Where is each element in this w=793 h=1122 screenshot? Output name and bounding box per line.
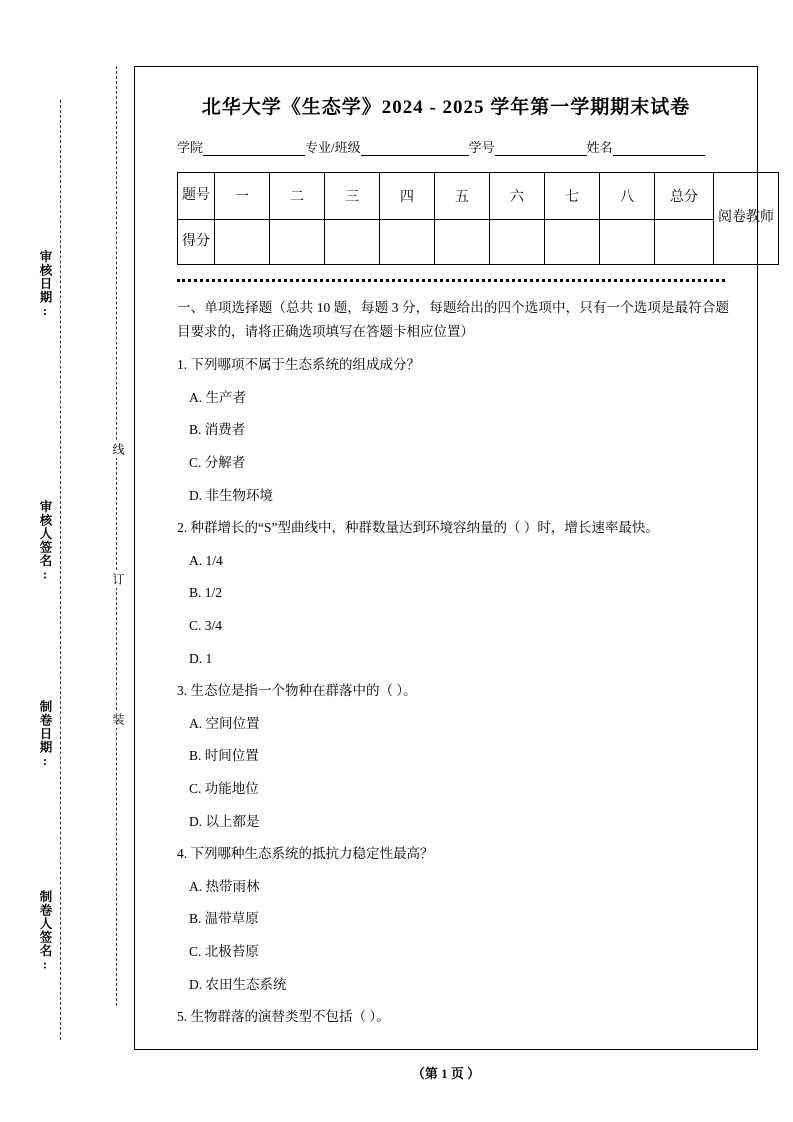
question-4-option-c[interactable]: C. 北极苔原 [189,943,259,959]
question-2-option-c[interactable]: C. 3/4 [189,618,223,633]
student-info-fields [155,137,737,156]
score-cell-total[interactable] [655,220,714,265]
question-2: 2. 种群增长的“S”型曲线中，种群数量达到环境容纳量的（ ）时，增长速率最快。 [177,520,659,536]
field-major-class-input[interactable] [361,141,469,156]
score-cell-6[interactable] [490,220,545,265]
sidebar-mark-assemble: 装 [110,710,127,728]
field-name [587,137,705,156]
question-4: 4. 下列哪种生态系统的抵抗力稳定性最高？ [177,846,434,862]
table-row [178,220,779,265]
field-major-class [305,137,469,156]
score-table-col-6: 六 [490,173,545,220]
sidebar-mark-bind: 订 [110,570,127,588]
question-1-option-d[interactable]: D. 非生物环境 [189,487,273,503]
left-margin-strip [0,0,134,1122]
question-2-option-a[interactable]: A. 1/4 [189,552,223,568]
question-3: 3. 生态位是指一个物种在群落中的（ ）。 [177,683,417,699]
section-heading-1: 一、单项选择题（总共 10 题，每题 3 分，每题给出的四个选项中，只有一个选项是最符合题目要求的，请将正确选项填写在答题卡相应位置） [177,300,729,339]
question-2-option-b[interactable]: B. 1/2 [189,585,223,601]
exam-content [155,66,774,1030]
sidebar-label-make-date: 制卷日期: [38,700,52,769]
question-4-option-d[interactable]: D. 农田生态系统 [189,976,287,992]
field-name-input[interactable] [613,141,705,156]
field-college [177,137,305,156]
score-cell-2[interactable] [270,220,325,265]
field-student-id-input[interactable] [495,141,587,156]
sidebar-label-review-date: 审核日期: [38,250,52,319]
question-4-option-a[interactable]: A. 热带雨林 [189,878,260,894]
question-3-option-c[interactable]: C. 功能地位 [189,780,259,796]
score-table-col-4: 四 [380,173,435,220]
question-4-option-b[interactable]: B. 温带草原 [189,911,259,927]
question-1-option-a[interactable]: A. 生产者 [189,389,246,405]
question-1-option-b[interactable]: B. 消费者 [189,422,246,438]
sidebar-label-maker-signature: 制卷人签名: [38,890,52,973]
score-table-col-3: 三 [325,173,380,220]
field-student-id [469,137,587,156]
dotted-divider [177,279,725,282]
question-2-option-d[interactable]: D. 1 [189,650,213,666]
score-table-col-total: 总分 [655,173,714,220]
score-cell-5[interactable] [435,220,490,265]
exam-body [177,296,729,1028]
score-table-row-label-number: 题号 [178,173,215,220]
field-major-class-label: 专业/班级 [305,140,361,155]
score-table-col-1: 一 [215,173,270,220]
score-cell-7[interactable] [545,220,600,265]
field-student-id-label: 学号 [468,140,495,155]
question-3-option-b[interactable]: B. 时间位置 [189,748,259,764]
score-cell-3[interactable] [325,220,380,265]
field-college-label: 学院 [177,140,204,155]
field-college-input[interactable] [203,141,305,156]
score-table-col-5: 五 [435,173,490,220]
score-table-row-label-score: 得分 [178,220,215,265]
question-3-option-a[interactable]: A. 空间位置 [189,715,260,731]
score-table [177,172,779,265]
score-table-col-8: 八 [600,173,655,220]
page-footer: （第 1 页 ） [411,1066,481,1081]
dashed-line-outer [60,100,61,1040]
sidebar-mark-line: 线 [110,440,127,458]
score-cell-8[interactable] [600,220,655,265]
score-table-col-2: 二 [270,173,325,220]
question-3-option-d[interactable]: D. 以上都是 [189,813,260,829]
score-table-teacher-header: 阅卷教师 [714,173,779,265]
question-1: 1. 下列哪项不属于生态系统的组成成分？ [177,357,420,373]
page-title: 北华大学《生态学》2024 - 2025 学年第一学期期末试卷 [201,97,691,118]
question-5: 5. 生物群落的演替类型不包括（ ）。 [177,1009,390,1025]
sidebar-label-reviewer-signature: 审核人签名: [38,500,52,583]
score-cell-1[interactable] [215,220,270,265]
score-cell-4[interactable] [380,220,435,265]
table-row [178,173,779,220]
field-name-label: 姓名 [586,140,613,155]
score-table-col-7: 七 [545,173,600,220]
question-1-option-c[interactable]: C. 分解者 [189,455,246,471]
